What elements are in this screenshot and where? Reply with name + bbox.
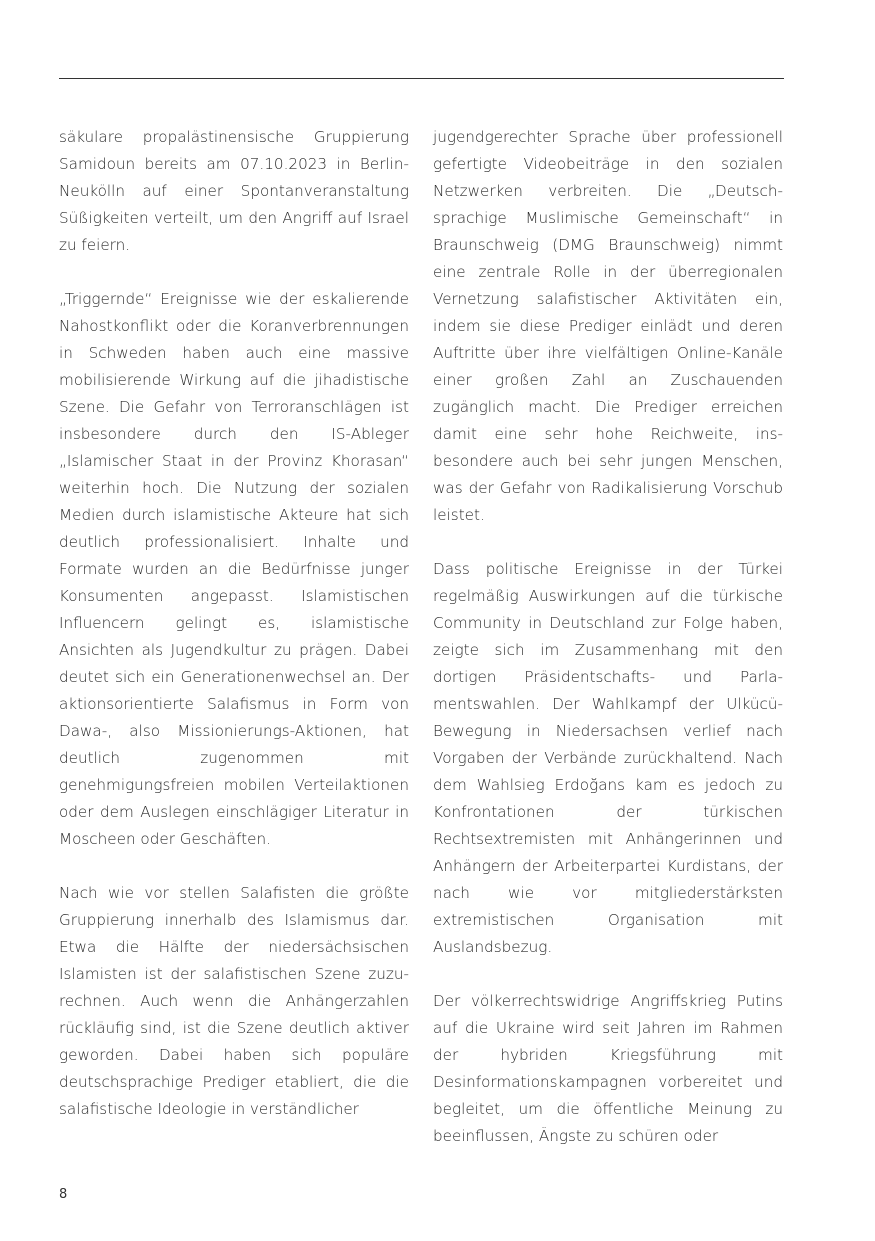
paragraph-salafists: Nach wie vor stellen Salafisten die größte Gruppierung innerhalb des Islamismus dar. Etwa die Hälfte der niedersächsischen Islamisten ist der salafistischen Szene zuzurechnen. Auch wenn die Anhängerzahlen rückläufig sind, ist die Szene deutlich aktiver geworden. Dabei haben sich populäre deutschsprachige Prediger etabliert, die die salafistische Ideologie in verständlicher [59, 884, 409, 1118]
paragraph-turkey: Dass politische Ereignisse in der Türkei regelmäßig Auswirkungen auf die türkische Community in Deutschland zur Folge haben, zeigte sich im Zusammenhang mit den dortigen Präsidentschafts- und Parlamentswahlen. Der Wahlkampf der Ulkücü-Bewegung in Niedersachsen verlief nach Vorgaben der Verbände zurückhaltend. Nach dem Wahlsieg Erdoğans kam es jedoch zu Konfrontationen der türkischen Rechtsextremisten mit Anhängerinnen und Anhängern der Arbeiterpartei Kurdistans, der nach wie vor mitgliederstärksten extremistischen Organisation mit Auslandsbezug. [433, 560, 783, 956]
paragraph-preachers: jugendgerechter Sprache über professionell gefertigte Videobeiträge in den sozialen Netzwerken verbreiten. Die „Deutschsprachige Muslimische Gemeinschaft“ in Braunschweig (DMG Braunschweig) nimmt eine zentrale Rolle in der überregionalen Vernetzung salafistischer Aktivitäten ein, indem sie diese Prediger einlädt und deren Auftritte über ihre vielfältigen Online-Kanäle einer großen Zahl an Zuschauenden zugänglich macht. Die Prediger erreichen damit eine sehr hohe Reichweite, insbesondere auch bei sehr jungen Menschen, was der Gefahr von Radikalisierung Vorschub leistet. [433, 128, 783, 524]
left-text-column [59, 124, 409, 1150]
header-rule [59, 78, 784, 79]
right-text-column [433, 124, 783, 1177]
paragraph-triggering-events: „Triggernde“ Ereignisse wie der eskalierende Nahostkonflikt oder die Koranverbrennungen in Schweden haben auch eine massive mobilisierende Wirkung auf die jihadistische Szene. Die Gefahr von Terroranschlägen ist insbesondere durch den IS-Ableger „Islamischer Staat in der Provinz Khorasan“ weiterhin hoch. Die Nutzung der sozialen Medien durch islamistische Akteure hat sich deutlich professionalisiert. Inhalte und Formate wurden an die Bedürfnisse junger Konsumenten angepasst. Islamistischen Influencern gelingt es, islamistische Ansichten als Jugendkultur zu prägen. Dabei deutet sich ein Generationenwechsel an. Der aktionsorientierte Salafismus in Form von Dawa-, also Missionierungs-Aktionen, hat deutlich zugenommen mit genehmigungsfreien mobilen Verteilaktionen oder dem Auslegen einschlägiger Literatur in Moscheen oder Geschäften. [59, 290, 409, 848]
paragraph-ukraine-war: Der völkerrechtswidrige Angriffskrieg Putins auf die Ukraine wird seit Jahren im Rahmen der hybriden Kriegsführung mit Desinformationskampagnen vorbereitet und begleitet, um die öffentliche Meinung zu beeinflussen, Ängste zu schüren oder [433, 992, 783, 1145]
paragraph-samidoun: säkulare propalästinensische Gruppierung Samidoun bereits am 07.10.2023 in Berlin-Neukölln auf einer Spontanveranstaltung Süßigkeiten verteilt, um den Angriff auf Israel zu feiern. [59, 128, 409, 254]
page-number: 8 [59, 1187, 68, 1202]
